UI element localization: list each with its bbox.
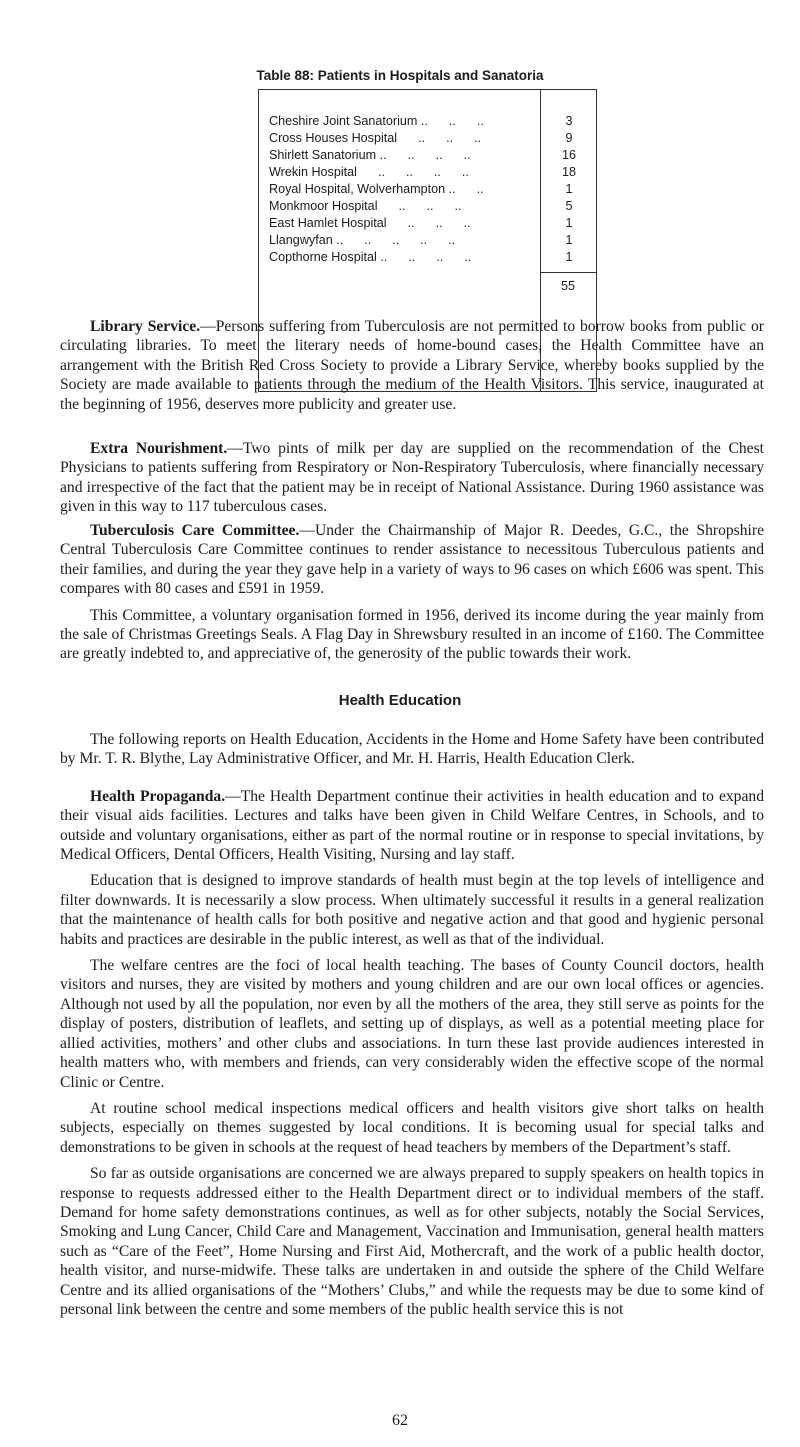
health-education-heading: Health Education — [338, 692, 462, 709]
health-education-intro: The following reports on Health Education, Accidents in the Home and Home Safety have been contributed by Mr. T. R. Blythe, Lay Administrative Officer, and Mr. H. Harris, Health Education Clerk. — [60, 731, 764, 768]
table-row — [269, 165, 594, 183]
care-committee-section — [60, 521, 764, 664]
patient-count: 9 — [565, 131, 573, 145]
library-service-section — [60, 317, 764, 414]
table-row — [269, 148, 594, 166]
health-education-paragraph-3: The welfare centres are the foci of local health teaching. The bases of County Council doctors, health visitors and nurses, they are visited by mothers and young children and are our own local offices or agencies. Although not used by all the population, nor even by all the mothers of the area, they still serve as points for the display of posters, distribution of leaflets, and setting up of displays, as well as a potential meeting place for allied activities, mothers’ and other clubs and associations. In turn these last provide audiences interested in health matters who, with members and friends, can very considerably widen the effective scope of the normal Clinic or Centre. — [60, 957, 764, 1091]
care-committee-paragraph-2: This Committee, a voluntary organisation formed in 1956, derived its income during the year mainly from the sale of Christmas Greetings Seals. A Flag Day in Shrewsbury resulted in an income of £160. The Committee are greatly indebted to, and appreciative of, the generosity of the public towards their work. — [60, 606, 764, 663]
patient-count: 18 — [561, 165, 576, 179]
care-committee-heading: Tuberculosis Care Committee. — [90, 522, 300, 539]
library-service-heading: Library Service. — [90, 318, 201, 335]
total-rule — [540, 272, 596, 273]
patient-count: 16 — [561, 148, 576, 162]
patient-count: 1 — [565, 182, 573, 196]
table-row — [269, 182, 594, 200]
health-education-section — [60, 730, 764, 1319]
health-propaganda-text: —The Health Department continue their activities in health education and to expand their visual aids facilities. Lectures and talks have been given in Child Welfare Centres, in Schools, and to outside and voluntary organisations, either as part of the normal routine or in response to special invitations, by Medical Officers, Dental Officers, Health Visiting, Nursing and lay staff. — [60, 787, 764, 864]
hospital-name: Wrekin Hospital .. .. .. .. — [269, 165, 469, 179]
extra-nourishment-section — [60, 439, 764, 517]
hospital-name: Shirlett Sanatorium .. .. .. .. — [269, 148, 471, 162]
table-row — [269, 250, 594, 268]
patient-count: 1 — [565, 233, 573, 247]
table-row — [269, 233, 594, 251]
hospital-name: Llangwyfan .. .. .. .. .. — [269, 233, 456, 247]
hospital-name: Copthorne Hospital .. .. .. .. — [269, 250, 472, 264]
health-propaganda-heading: Health Propaganda. — [90, 787, 226, 805]
hospital-name: Cheshire Joint Sanatorium .. .. .. — [269, 114, 484, 128]
patient-count: 5 — [565, 199, 573, 213]
page-number: 62 — [392, 1412, 408, 1429]
care-committee-text: —Under the Chairmanship of Major R. Deedes, G.C., the Shropshire Central Tuberculosis Care Committee continues to render assistance to necessitous Tuberculous patients and their families, and during the year they gave help in a variety of ways to 96 cases on which £606 was spent. This compares with 80 cases and £591 in 1959. — [60, 522, 764, 598]
library-service-text: —Persons suffering from Tuberculosis are not permitted to borrow books from public or circulating libraries. To meet the literary needs of home-bound cases, the Health Committee have an arrangement with the British Red Cross Society to provide a Library Service, whereby books supplied by the Society are made available to patients through the medium of the Health Visitors. This service, inaugurated at the beginning of 1956, deserves more publicity and greater use. — [60, 318, 764, 413]
table-row — [269, 114, 594, 132]
table-title: Table 88: Patients in Hospitals and Sanatoria — [256, 68, 544, 83]
health-education-paragraph-2: Education that is designed to improve standards of health must begin at the top levels of intelligence and filter downwards. It is necessarily a slow process. When ultimately successful it results in a general realization that the maintenance of health calls for both positive and negative action and that good and hygienic personal habits and practices are desirable in the public interest, as well as that of the individual. — [60, 872, 764, 948]
table-row — [269, 216, 594, 234]
hospital-name: Monkmoor Hospital .. .. .. — [269, 199, 462, 213]
health-education-paragraph-4: At routine school medical inspections medical officers and health visitors give short talks on health subjects, especially on themes suggested by local conditions. It is becoming usual for special talks and demonstrations to be given in schools at the request of head teachers by members of the Department’s staff. — [60, 1099, 764, 1156]
hospital-name: Cross Houses Hospital .. .. .. — [269, 131, 482, 145]
hospital-name: East Hamlet Hospital .. .. .. — [269, 216, 471, 230]
health-education-paragraph-5: So far as outside organisations are concerned we are always prepared to supply speakers on health topics in response to requests addressed either to the Health Department direct or to individual members of the staff. Demand for home safety demonstrations continues, as well as for other subjects, notably the Social Services, Smoking and Lung Cancer, Child Care and Management, Vaccination and Immunisation, general health matters such as “Care of the Feet”, Home Nursing and First Aid, Mothercraft, and the work of a public health doctor, health visitor, and nurse-midwife. These talks are undertaken in and outside the sphere of the Child Welfare Centre and its allied organisations of the “Mothers’ Clubs,” and while the requests may be due to some kind of personal link between the centre and some members of the public health service this is not — [60, 1165, 764, 1318]
patient-count: 1 — [565, 250, 573, 264]
patient-count: 1 — [565, 216, 573, 230]
extra-nourishment-text: —Two pints of milk per day are supplied on the recommendation of the Chest Physicians to patients suffering from Respiratory or Non-Respiratory Tuberculosis, where financially necessary and irrespective of the fact that the patient may be in receipt of National Assistance. During 1960 assistance was given in this way to 117 tuberculous cases. — [60, 440, 764, 516]
patient-count: 3 — [565, 114, 573, 128]
table-row — [269, 199, 594, 217]
table-total: 55 — [560, 279, 575, 293]
table-row — [269, 131, 594, 149]
extra-nourishment-heading: Extra Nourishment. — [90, 440, 228, 457]
hospital-name: Royal Hospital, Wolverhampton .. .. — [269, 182, 484, 196]
